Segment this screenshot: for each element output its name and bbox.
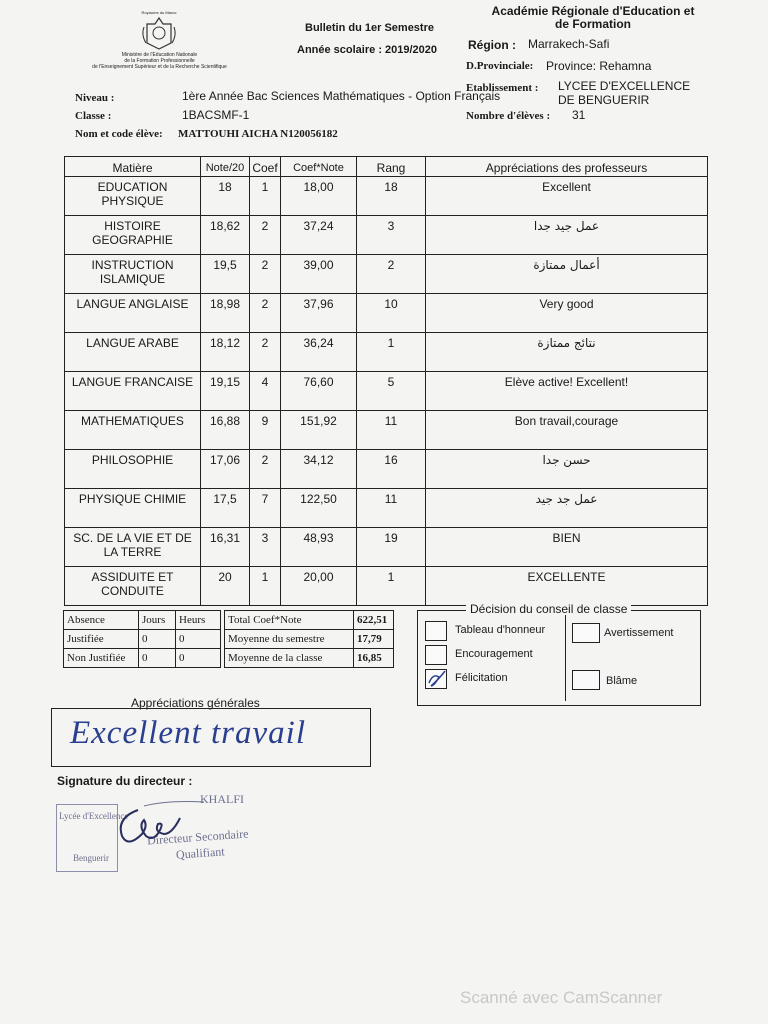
appreciation-cell: عمل جد جيد: [426, 489, 708, 528]
nb-eleves-label: Nombre d'élèves :: [466, 110, 551, 122]
moyenne-semestre-label: Moyenne du semestre: [225, 630, 354, 649]
rang-cell: 11: [357, 411, 426, 450]
table-row: [65, 372, 708, 411]
tableau-honneur-label: Tableau d'honneur: [455, 624, 546, 636]
blame-checkbox[interactable]: [572, 670, 600, 690]
etablissement-value-2: DE BENGUERIR: [558, 93, 650, 107]
coef-cell: 2: [250, 216, 281, 255]
table-row: [64, 649, 221, 668]
coef-cell: 2: [250, 333, 281, 372]
coef-cell: 4: [250, 372, 281, 411]
table-row: [65, 333, 708, 372]
appreciation-cell: Elève active! Excellent!: [426, 372, 708, 411]
nom-value: MATTOUHI AICHA N120056182: [178, 128, 338, 140]
col-header-coef-note: Coef*Note: [281, 157, 357, 177]
absence-table: [63, 610, 221, 668]
coef-cell: 2: [250, 450, 281, 489]
totals-table: [224, 610, 394, 668]
coef-note-cell: 122,50: [281, 489, 357, 528]
subject-cell: LANGUE FRANCAISE: [65, 372, 201, 411]
coef-note-cell: 20,00: [281, 567, 357, 606]
note-cell: 18: [201, 177, 250, 216]
col-header-appreciation: Appréciations des professeurs: [426, 157, 708, 177]
note-cell: 17,5: [201, 489, 250, 528]
coef-cell: 9: [250, 411, 281, 450]
rang-cell: 1: [357, 567, 426, 606]
coef-cell: 1: [250, 567, 281, 606]
absence-justifiee-jours: 0: [139, 630, 176, 649]
appreciation-cell: EXCELLENTE: [426, 567, 708, 606]
director-title-2: Qualifiant: [175, 844, 226, 862]
subject-cell: HISTOIRE GEOGRAPHIE: [65, 216, 201, 255]
avertissement-checkbox[interactable]: [572, 623, 600, 643]
tableau-honneur-checkbox[interactable]: [425, 621, 447, 641]
coef-note-cell: 37,96: [281, 294, 357, 333]
camscanner-watermark: Scanné avec CamScanner: [460, 988, 663, 1007]
crest-emblem-icon: [140, 15, 178, 51]
appreciation-cell: عمل جيد جدا: [426, 216, 708, 255]
crest-motto: Royaume du Maroc: [141, 10, 177, 15]
rang-cell: 5: [357, 372, 426, 411]
total-coef-note-value: 622,51: [354, 611, 394, 630]
table-row: [65, 255, 708, 294]
ministry-name: [72, 52, 247, 70]
provincial-label: D.Provinciale:: [466, 60, 534, 72]
coef-note-cell: 76,60: [281, 372, 357, 411]
coef-note-cell: 151,92: [281, 411, 357, 450]
coef-cell: 2: [250, 255, 281, 294]
appreciation-cell: أعمال ممتازة: [426, 255, 708, 294]
handwritten-appreciation: Excellent travail: [70, 715, 306, 751]
absence-header-row: [64, 611, 221, 630]
signature-label: Signature du directeur :: [57, 774, 193, 788]
note-cell: 19,15: [201, 372, 250, 411]
coef-cell: 3: [250, 528, 281, 567]
heurs-header: Heurs: [176, 611, 221, 630]
table-row: [65, 450, 708, 489]
table-row: [65, 216, 708, 255]
encouragement-checkbox[interactable]: [425, 645, 447, 665]
appreciations-generales-label: Appréciations générales: [131, 696, 260, 710]
nb-eleves-value: 31: [572, 108, 586, 122]
school-year: Année scolaire : 2019/2020: [297, 44, 438, 56]
table-row: [65, 489, 708, 528]
absence-justifiee-heurs: 0: [176, 630, 221, 649]
subject-cell: INSTRUCTION ISLAMIQUE: [65, 255, 201, 294]
ministry-line-3: de l'Enseignement Supérieur et de la Recherche Scientifique: [92, 64, 227, 70]
note-cell: 16,88: [201, 411, 250, 450]
table-row: [65, 411, 708, 450]
table-row: [65, 294, 708, 333]
subject-cell: LANGUE ARABE: [65, 333, 201, 372]
table-row: [65, 567, 708, 606]
appreciation-cell: حسن جدا: [426, 450, 708, 489]
note-cell: 20: [201, 567, 250, 606]
table-row: [225, 630, 394, 649]
appreciation-cell: Excellent: [426, 177, 708, 216]
coef-note-cell: 48,93: [281, 528, 357, 567]
rang-cell: 11: [357, 489, 426, 528]
region-value: Marrakech-Safi: [528, 37, 610, 51]
rang-cell: 16: [357, 450, 426, 489]
decision-title: Décision du conseil de classe: [466, 602, 631, 616]
moyenne-classe-value: 16,85: [354, 649, 394, 668]
felicitation-label: Félicitation: [455, 672, 508, 684]
academy-line-2: de Formation: [554, 17, 631, 31]
note-cell: 19,5: [201, 255, 250, 294]
region-label: Région :: [468, 38, 516, 52]
jours-header: Jours: [139, 611, 176, 630]
director-title-1: Directeur Secondaire: [146, 826, 249, 848]
note-cell: 17,06: [201, 450, 250, 489]
col-header-rang: Rang: [357, 157, 426, 177]
grades-table: [64, 156, 708, 606]
nom-label: Nom et code élève:: [75, 128, 163, 140]
subject-cell: MATHEMATIQUES: [65, 411, 201, 450]
coef-cell: 2: [250, 294, 281, 333]
provincial-value: Province: Rehamna: [546, 59, 652, 73]
coef-note-cell: 39,00: [281, 255, 357, 294]
rang-cell: 19: [357, 528, 426, 567]
table-row: [65, 528, 708, 567]
grades-header-row: [65, 157, 708, 177]
col-header-note: Note/20: [201, 157, 250, 177]
etablissement-label: Etablissement :: [466, 82, 539, 94]
rang-cell: 3: [357, 216, 426, 255]
subject-cell: LANGUE ANGLAISE: [65, 294, 201, 333]
ministry-line-1: Ministère de l'Education Nationale: [121, 52, 198, 58]
subject-cell: ASSIDUITE ET CONDUITE: [65, 567, 201, 606]
etablissement-value-1: LYCEE D'EXCELLENCE: [558, 79, 691, 93]
stamp-line-1: Lycée d'Excellence: [59, 811, 129, 821]
coef-cell: 1: [250, 177, 281, 216]
total-coef-note-label: Total Coef*Note: [225, 611, 354, 630]
table-row: [225, 611, 394, 630]
coef-cell: 7: [250, 489, 281, 528]
niveau-value: 1ère Année Bac Sciences Mathématiques - Option Français: [182, 89, 501, 103]
rang-cell: 2: [357, 255, 426, 294]
bulletin-title: Bulletin du 1er Semestre: [305, 22, 434, 34]
appreciation-cell: Very good: [426, 294, 708, 333]
absence-non-justifiee-jours: 0: [139, 649, 176, 668]
coef-note-cell: 34,12: [281, 450, 357, 489]
table-row: [65, 177, 708, 216]
director-name: KHALFI: [200, 792, 244, 806]
director-signature-icon: [108, 796, 218, 856]
rang-cell: 1: [357, 333, 426, 372]
col-header-coef: Coef: [250, 157, 281, 177]
appreciation-cell: Bon travail,courage: [426, 411, 708, 450]
table-row: [225, 649, 394, 668]
niveau-label: Niveau :: [75, 92, 115, 104]
rang-cell: 10: [357, 294, 426, 333]
check-mark-icon: [425, 669, 447, 689]
subject-cell: SC. DE LA VIE ET DE LA TERRE: [65, 528, 201, 567]
note-cell: 18,12: [201, 333, 250, 372]
coef-note-cell: 37,24: [281, 216, 357, 255]
ministry-line-2: de la Formation Professionnelle: [124, 58, 195, 64]
felicitation-checkbox[interactable]: [425, 669, 447, 689]
note-cell: 18,98: [201, 294, 250, 333]
avertissement-label: Avertissement: [604, 627, 674, 639]
academy-line-1: Académie Régionale d'Education et: [491, 4, 695, 18]
absence-non-justifiee-label: Non Justifiée: [64, 649, 139, 668]
subject-cell: PHYSIQUE CHIMIE: [65, 489, 201, 528]
absence-justifiee-label: Justifiée: [64, 630, 139, 649]
absence-header: Absence: [64, 611, 139, 630]
moyenne-semestre-value: 17,79: [354, 630, 394, 649]
appreciation-cell: BIEN: [426, 528, 708, 567]
subject-cell: PHILOSOPHIE: [65, 450, 201, 489]
encouragement-label: Encouragement: [455, 648, 533, 660]
absence-non-justifiee-heurs: 0: [176, 649, 221, 668]
blame-label: Blâme: [606, 675, 638, 687]
note-cell: 18,62: [201, 216, 250, 255]
royal-crest: [135, 10, 183, 56]
moyenne-classe-label: Moyenne de la classe: [225, 649, 354, 668]
stamp-line-2: Benguerir: [73, 853, 109, 863]
subject-cell: EDUCATION PHYSIQUE: [65, 177, 201, 216]
note-cell: 16,31: [201, 528, 250, 567]
classe-value: 1BACSMF-1: [182, 108, 250, 122]
classe-label: Classe :: [75, 110, 112, 122]
col-header-matiere: Matière: [65, 157, 201, 177]
rang-cell: 18: [357, 177, 426, 216]
coef-note-cell: 18,00: [281, 177, 357, 216]
table-row: [64, 630, 221, 649]
appreciation-cell: نتائج ممتازة: [426, 333, 708, 372]
coef-note-cell: 36,24: [281, 333, 357, 372]
decision-divider: [565, 615, 566, 701]
